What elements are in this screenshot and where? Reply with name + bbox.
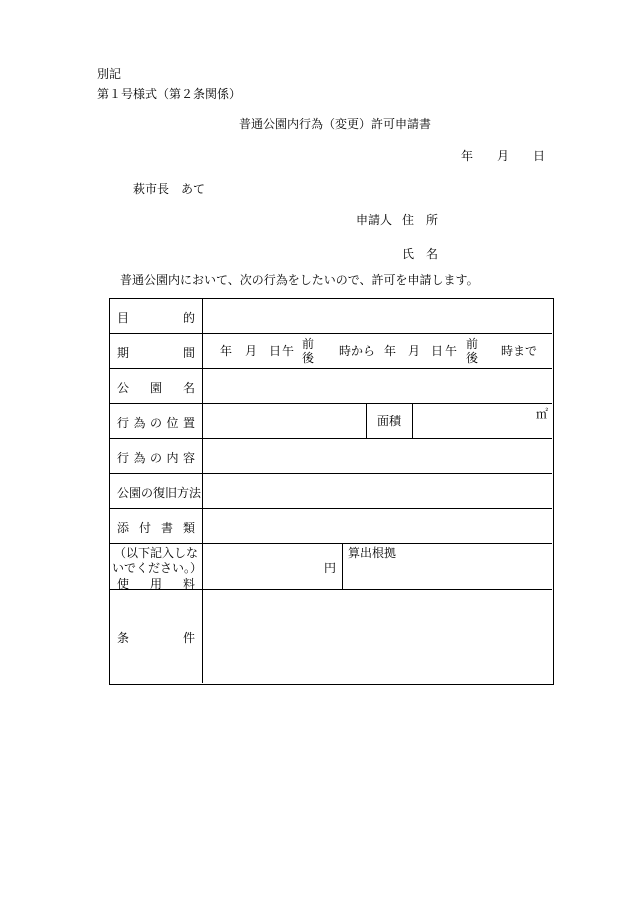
label-char: の — [149, 451, 162, 465]
location-field[interactable] — [203, 404, 365, 438]
start-hour-prefix: 午 — [282, 344, 295, 358]
form-title: 普通公園内行為（変更）許可申請書 — [239, 117, 432, 131]
label-char: 目 — [117, 311, 130, 325]
start-time-suffix: 時から — [339, 344, 376, 358]
end-am: 前 — [466, 337, 479, 351]
end-hour-prefix: 午 — [445, 344, 458, 358]
area-divider — [366, 403, 367, 438]
period-label — [117, 344, 195, 361]
label-char: 間 — [182, 346, 195, 360]
area-field[interactable] — [413, 404, 552, 438]
end-day: 日 — [431, 344, 444, 358]
content-field[interactable] — [203, 439, 552, 473]
start-am: 前 — [302, 337, 315, 351]
label-char: 内 — [166, 451, 179, 465]
conditions-label — [117, 629, 195, 646]
calculation-basis-field[interactable] — [343, 560, 552, 589]
period-field[interactable] — [203, 334, 552, 368]
addressee: 萩市長 あて — [133, 182, 206, 196]
intro-text: 普通公園内において、次の行為をしたいので、許可を申請します。 — [120, 273, 479, 287]
park-name-field[interactable] — [203, 369, 552, 403]
label-char: 条 — [117, 631, 130, 645]
label-char: 料 — [182, 577, 195, 591]
purpose-label — [117, 309, 195, 326]
label-char: 書 — [160, 521, 173, 535]
start-pm: 後 — [302, 351, 315, 365]
note-label: 別記 — [97, 67, 122, 81]
label-char: 置 — [182, 416, 195, 430]
park-name-label — [117, 379, 195, 396]
label-char: 容 — [182, 451, 195, 465]
restoration-method-label: 公園の復旧方法 — [117, 486, 202, 500]
start-year: 年 — [220, 344, 233, 358]
label-char: 付 — [138, 521, 151, 535]
usage-fee-field[interactable] — [203, 544, 342, 589]
end-time-suffix: 時まで — [501, 344, 538, 358]
area-unit: ㎡ — [536, 407, 549, 421]
form-number: 第１号様式（第２条関係） — [97, 87, 242, 101]
label-char: 添 — [117, 521, 130, 535]
content-label — [117, 449, 195, 466]
fee-note-line2: いでください。） — [112, 561, 203, 575]
label-char: 行 — [117, 451, 130, 465]
end-year: 年 — [384, 344, 397, 358]
label-char: 名 — [182, 381, 195, 395]
label-char: 為 — [133, 451, 146, 465]
date-year: 年 — [461, 149, 474, 163]
location-label — [117, 414, 195, 431]
label-char: 位 — [166, 416, 179, 430]
label-char: 用 — [149, 577, 162, 591]
date-day: 日 — [533, 149, 546, 163]
label-char: の — [149, 416, 162, 430]
label-char: 使 — [117, 577, 130, 591]
label-char: 園 — [149, 381, 162, 395]
attachments-field[interactable] — [203, 509, 552, 543]
conditions-field[interactable] — [203, 590, 552, 683]
yen-unit: 円 — [324, 561, 337, 575]
label-char: 類 — [182, 521, 195, 535]
restoration-method-field[interactable] — [203, 474, 552, 508]
end-month: 月 — [408, 344, 421, 358]
label-char: 公 — [117, 381, 130, 395]
label-char: 件 — [182, 631, 195, 645]
start-day: 日 — [269, 344, 282, 358]
attachments-label — [117, 519, 195, 536]
usage-fee-label — [117, 575, 195, 592]
start-month: 月 — [245, 344, 258, 358]
calculation-basis-label: 算出根拠 — [348, 546, 397, 560]
label-char: 行 — [117, 416, 130, 430]
label-char: 的 — [182, 311, 195, 325]
end-pm: 後 — [466, 351, 479, 365]
date-month: 月 — [497, 149, 510, 163]
label-char: 為 — [133, 416, 146, 430]
label-char: 期 — [117, 346, 130, 360]
fee-note-line1: （以下記入しな — [114, 546, 199, 560]
area-label: 面積 — [377, 414, 402, 428]
address-label: 住 所 — [402, 213, 439, 227]
purpose-field[interactable] — [203, 299, 552, 333]
name-label: 氏 名 — [402, 247, 439, 261]
applicant-label: 申請人 — [356, 213, 393, 227]
